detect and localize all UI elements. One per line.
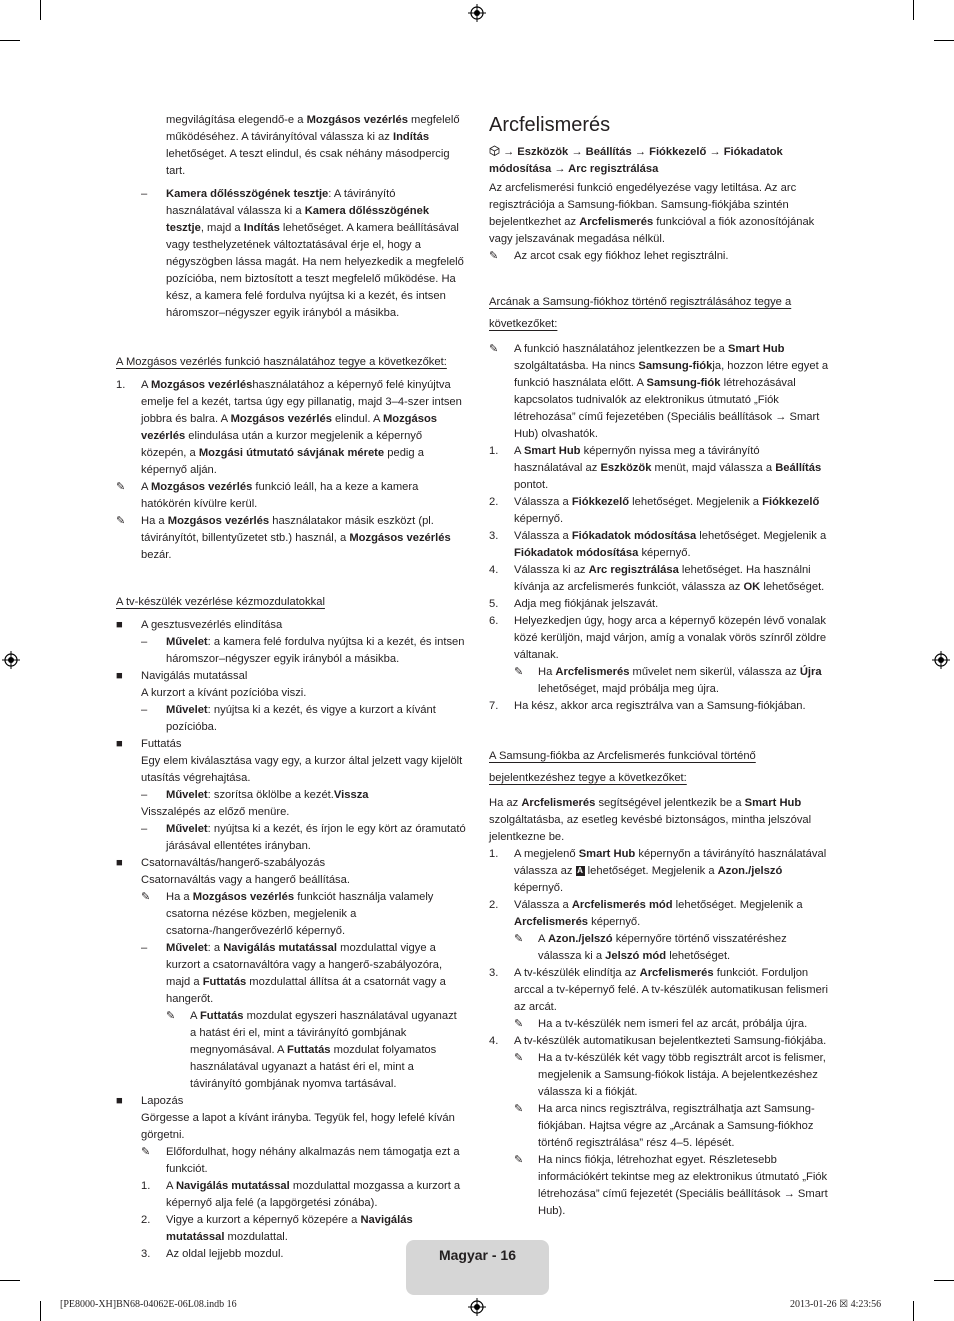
- note-icon: ✎: [514, 933, 524, 945]
- crop-mark: [913, 1301, 914, 1321]
- gesture-title: A gesztusvezérlés elindítása: [141, 619, 283, 631]
- note-icon: ✎: [514, 1052, 524, 1064]
- camera-test-text: Kamera dőlésszögének tesztje: A távirányító használatával válassza ki a Kamera dőlésszögének tesztje, majd a Indítás lehetőséget. A kamera beállításával vagy testhelyzetének változtatásával érje el, hogy a négyszögben lássa magát. Ha nem helyezkedik a megfelelő pozícióba, nem biztosított a teszt megfelelő működése. Ha kész, a kamera felé fordulva nyújtsa ki a kezét, és intsen háromszor–négyszer egyik irányból a másikba.: [166, 188, 464, 319]
- gesture-description: Visszalépés az előző menüre.: [141, 806, 290, 818]
- step-number: 3.: [489, 967, 499, 979]
- note-text: Ha arca nincs regisztrálva, regisztrálhatja azt Samsung-fiókjában. Hajtsa végre az „Arcának a Samsung-fiókhoz történő regisztrálása” rész 4–5. lépését.: [538, 1103, 815, 1149]
- dash-marker: –: [141, 789, 148, 801]
- note-text: A Azon./jelszó képernyőre történő visszatéréshez válassza ki a Jelszó mód lehetőséget.: [538, 933, 787, 962]
- step-number: 5.: [489, 598, 499, 610]
- action-text: Művelet: szorítsa öklölbe a kezét.Vissza: [166, 789, 369, 801]
- step-text: Vigye a kurzort a képernyő közepére a Navigálás mutatással mozdulattal.: [166, 1214, 413, 1243]
- action-item: [116, 787, 466, 804]
- menu-path: [489, 144, 829, 178]
- note-item: [489, 341, 829, 443]
- note-text: Ha a Mozgásos vezérlés funkciót használja valamely csatorna nézése közben, megjelenik a csatorna-/hangerővezérlő képernyő.: [166, 891, 434, 937]
- gesture-item: [116, 668, 466, 685]
- step-number: 7.: [489, 700, 499, 712]
- section-heading: A tv-készülék vezérlése kézmozdulatokkal: [116, 596, 325, 608]
- imprint-file: [PE8000-XH]BN68-04062E-06L08.indb 16: [60, 1299, 237, 1310]
- crop-mark: [934, 40, 954, 41]
- crop-mark: [0, 1280, 20, 1281]
- crop-mark: [934, 1280, 954, 1281]
- step-number: 3.: [141, 1248, 151, 1260]
- step-number: 3.: [489, 530, 499, 542]
- step-item: [489, 562, 829, 596]
- intro-text: Ha az Arcfelismerés segítségével jelentkezik be a Smart Hub szolgáltatásba, az esetleg kevésbé biztonságos, mintha jelszóval jelentkezne be.: [489, 797, 812, 843]
- gesture-description: A kurzort a kívánt pozícióba viszi.: [141, 687, 307, 699]
- step-text: Helyezkedjen úgy, hogy arca a képernyő közepén lévő vonalak közé kerüljön, majd várjon, amíg a vonalak vörös színről zöldre váltanak.: [514, 615, 827, 661]
- note-icon: ✎: [514, 1103, 524, 1115]
- step-item: [489, 965, 829, 1016]
- step-item: [489, 443, 829, 494]
- step-number: 1.: [489, 445, 499, 457]
- left-column: [116, 112, 466, 1263]
- step-text: A Smart Hub képernyőn nyissa meg a távirányító használatával az Eszközök menüt, majd válassza a Beállítás pontot.: [514, 445, 822, 491]
- note-text: Ha nincs fiókja, létrehozhat egyet. Részletesebb információkért tekintse meg az elektronikus útmutató „Fiók létrehozása” című fejezetét (Speciális beállítások → Smart Hub).: [538, 1154, 828, 1217]
- step-number: 2.: [141, 1214, 151, 1226]
- menu-icon: [489, 145, 500, 156]
- note-icon: ✎: [489, 250, 499, 262]
- note-icon: ✎: [514, 1154, 524, 1166]
- note-item: [489, 1101, 829, 1152]
- camera-test-item: [116, 186, 466, 322]
- gesture-description: Görgesse a lapot a kívánt irányba. Tegyük fel, hogy lefelé kíván görgetni.: [141, 1112, 455, 1141]
- action-text: Művelet: a kamera felé fordulva nyújtsa ki a kezét, és intsen háromszor–négyszer egyik irányból a másikba.: [166, 636, 465, 665]
- note-item: [116, 479, 466, 513]
- bullet-icon: ■: [116, 619, 123, 631]
- gesture-item: [116, 855, 466, 872]
- bullet-icon: ■: [116, 1095, 123, 1107]
- note-text: A Mozgásos vezérlés funkció leáll, ha a keze a kamera hatókörén kívülre kerül.: [141, 481, 419, 510]
- crop-mark: [913, 0, 914, 20]
- step-item: [489, 897, 829, 931]
- section-heading: Arcának a Samsung-fiókhoz történő regisztrálásához tegye a következőket:: [489, 296, 792, 330]
- dash-marker: –: [141, 636, 148, 648]
- note-icon: ✎: [514, 1018, 524, 1030]
- crop-mark: [40, 0, 41, 20]
- step-text: A tv-készülék automatikusan bejelentkezteti Samsung-fiókjába.: [514, 1035, 827, 1047]
- registration-mark-icon: [2, 651, 20, 669]
- action-text: Művelet: nyújtsa ki a kezét, és vigye a kurzort a kívánt pozícióba.: [166, 704, 436, 733]
- note-text: Az arcot csak egy fiókhoz lehet regisztrálni.: [514, 250, 729, 262]
- menu-path-text: → Eszközök → Beállítás → Fiókkezelő → Fiókadatok módosítása → Arc regisztrálása: [489, 146, 783, 175]
- step-text: A megjelenő Smart Hub képernyőn a távirányító használatával válassza az A lehetőséget. Megjelenik a Azon./jelszó képernyő.: [514, 848, 827, 894]
- note-item: [489, 248, 829, 265]
- step-text: Válassza ki az Arc regisztrálása lehetőséget. Ha használni kívánja az arcfelismerés funkciót, válassza az OK lehetőséget.: [514, 564, 825, 593]
- step-item: [489, 528, 829, 562]
- step-text: Adja meg fiókjának jelszavát.: [514, 598, 659, 610]
- step-number: 4.: [489, 564, 499, 576]
- step-text: A Navigálás mutatással mozdulattal mozgassa a kurzort a képernyő alja felé (a lapgörgetési zónába).: [166, 1180, 461, 1209]
- note-text: Ha a Mozgásos vezérlés használatakor másik eszközt (pl. távirányítót, billentyűzetet stb.) használ, a Mozgásos vezérlés bezár.: [141, 515, 451, 561]
- step-item: [489, 1033, 829, 1050]
- step-item: [489, 698, 829, 715]
- note-item: [489, 664, 829, 698]
- action-text: Művelet: nyújtsa ki a kezét, és írjon le egy kört az óramutató járásával ellentétes irányban.: [166, 823, 466, 852]
- gesture-title: Futtatás: [141, 738, 182, 750]
- step-number: 1.: [116, 379, 126, 391]
- section-heading: A Mozgásos vezérlés funkció használatához tegye a következőket:: [116, 356, 447, 368]
- note-icon: ✎: [116, 515, 126, 527]
- note-text: A Futtatás mozdulat egyszeri használatával ugyanazt a hatást éri el, mint a távirányító gombjának megnyomásával. A Futtatás mozdulat folyamatos használatával ugyanazt a hatást éri el, mint a távirányító gombjának nyomva tartásával.: [190, 1010, 457, 1090]
- gesture-item: [116, 617, 466, 634]
- gesture-item: [116, 1093, 466, 1110]
- gesture-description: Csatornaváltás vagy a hangerő beállítása.: [141, 874, 350, 886]
- note-icon: ✎: [489, 343, 499, 355]
- step-number: 1.: [489, 848, 499, 860]
- note-item: [489, 1152, 829, 1220]
- step-text: Válassza a Fiókadatok módosítása lehetőséget. Megjelenik a Fiókadatok módosítása képernyő.: [514, 530, 827, 559]
- note-item: [489, 1050, 829, 1101]
- note-item: [116, 513, 466, 564]
- step-item: [489, 596, 829, 613]
- step-item: [116, 377, 466, 479]
- registration-mark-icon: [468, 4, 486, 22]
- action-item: [116, 634, 466, 668]
- gesture-item: [116, 736, 466, 753]
- step-text: Az oldal lejjebb mozdul.: [166, 1248, 284, 1260]
- intro-text: megvilágítása elegendő-e a Mozgásos vezérlés megfelelő működéséhez. A távirányítóval válassza ki az Indítás lehetőséget. A teszt elindul, és csak néhány másodpercig tart.: [166, 114, 460, 177]
- page-number: Magyar - 16: [438, 1247, 517, 1263]
- action-item: [116, 702, 466, 736]
- registration-mark-icon: [932, 651, 950, 669]
- step-item: [489, 846, 829, 897]
- note-icon: ✎: [141, 1146, 151, 1158]
- step-text: Válassza a Arcfelismerés mód lehetőséget. Megjelenik a Arcfelismerés képernyő.: [514, 899, 803, 928]
- section-heading: A Samsung-fiókba az Arcfelismerés funkcióval történő bejelentkezéshez tegye a következőket:: [489, 750, 756, 784]
- page-title: Arcfelismerés: [489, 114, 611, 136]
- step-text: A Mozgásos vezérléshasználatához a képernyő felé kinyújtva emelje fel a kezét, tartsa úgy egy pillanatig, majd 3–4-szer intsen jobbra és balra. A Mozgásos vezérlés elindul. A Mozgásos vezérlés elindulása után a kurzor megjelenik a képernyő közepén, a Mozgási útmutató sávjának mérete pedig a képernyő alján.: [141, 379, 462, 476]
- note-text: Ha a tv-készülék nem ismeri fel az arcát, próbálja újra.: [538, 1018, 808, 1030]
- gesture-title: Lapozás: [141, 1095, 184, 1107]
- action-item: [116, 821, 466, 855]
- step-number: 2.: [489, 496, 499, 508]
- bullet-icon: ■: [116, 738, 123, 750]
- note-icon: ✎: [116, 481, 126, 493]
- step-number: 2.: [489, 899, 499, 911]
- gesture-title: Csatornaváltás/hangerő-szabályozás: [141, 857, 326, 869]
- step-number: 4.: [489, 1035, 499, 1047]
- step-item: [489, 613, 829, 664]
- note-icon: ✎: [166, 1010, 176, 1022]
- note-item: [116, 1144, 466, 1178]
- note-icon: ✎: [514, 666, 524, 678]
- step-item: [489, 494, 829, 528]
- right-column: [489, 112, 829, 1220]
- gesture-description: Egy elem kiválasztása vagy egy, a kurzor által jelzett vagy kijelölt utasítás végrehajtása.: [141, 755, 463, 784]
- intro-text: Az arcfelismerési funkció engedélyezése vagy letiltása. Az arc regisztrációja a Samsung-fiókban. Samsung-fiókjába szintén bejelentkezhet az Arcfelismerés funkcióval a fiók azonosítójának vagy jelszavának megadása nélkül.: [489, 182, 815, 245]
- dash-marker: –: [141, 704, 148, 716]
- step-text: Válassza a Fiókkezelő lehetőséget. Megjelenik a Fiókkezelő képernyő.: [514, 496, 820, 525]
- note-text: Előfordulhat, hogy néhány alkalmazás nem támogatja ezt a funkciót.: [166, 1146, 460, 1175]
- note-item: [116, 889, 466, 940]
- action-item: [116, 940, 466, 1008]
- step-text: Ha kész, akkor arca regisztrálva van a Samsung-fiókjában.: [514, 700, 806, 712]
- note-text: A funkció használatához jelentkezzen be a Smart Hub szolgáltatásba. Ha nincs Samsung-fiókja, hozzon létre egyet a funkció használata előtt. A Samsung-fiók létrehozásával kapcsolatos tudnivalók az elektronikus útmutató „Fiók létrehozása” című fejezetében (Speciális beállítások → Smart Hub) olvashatók.: [514, 343, 829, 440]
- step-text: A tv-készülék elindítja az Arcfelismerés funkciót. Forduljon arccal a tv-képernyő felé. A tv-készülék automatikusan felismeri az arcát.: [514, 967, 829, 1013]
- imprint-date: 2013-01-26 ☒ 4:23:56: [790, 1299, 882, 1310]
- registration-mark-icon: [468, 1298, 486, 1316]
- dash-marker: –: [141, 823, 148, 835]
- gesture-title: Navigálás mutatással: [141, 670, 248, 682]
- page-number-box: [406, 1240, 549, 1295]
- step-number: 1.: [141, 1180, 151, 1192]
- dash-marker: –: [141, 942, 148, 954]
- note-item: [489, 931, 829, 965]
- note-text: Ha Arcfelismerés művelet nem sikerül, válassza az Újra lehetőséget, majd próbálja meg újra.: [538, 666, 822, 695]
- crop-mark: [40, 1301, 41, 1321]
- dash-marker: –: [141, 188, 148, 200]
- crop-mark: [0, 40, 20, 41]
- bullet-icon: ■: [116, 857, 123, 869]
- step-item: [116, 1178, 466, 1212]
- action-text: Művelet: a Navigálás mutatással mozdulattal vigye a kurzort a csatornaváltóra vagy a hangerő-szabályozóra, majd a Futtatás mozdulattal állítsa át a csatornát vagy a hangerőt.: [166, 942, 446, 1005]
- note-item: [116, 1008, 466, 1093]
- note-item: [489, 1016, 829, 1033]
- note-icon: ✎: [141, 891, 151, 903]
- bullet-icon: ■: [116, 670, 123, 682]
- note-text: Ha a tv-készülék két vagy több regisztrált arcot is felismer, megjelenik a Samsung-fiókok listája. A bejelentkezéshez válassza ki a fiókját.: [538, 1052, 826, 1098]
- step-number: 6.: [489, 615, 499, 627]
